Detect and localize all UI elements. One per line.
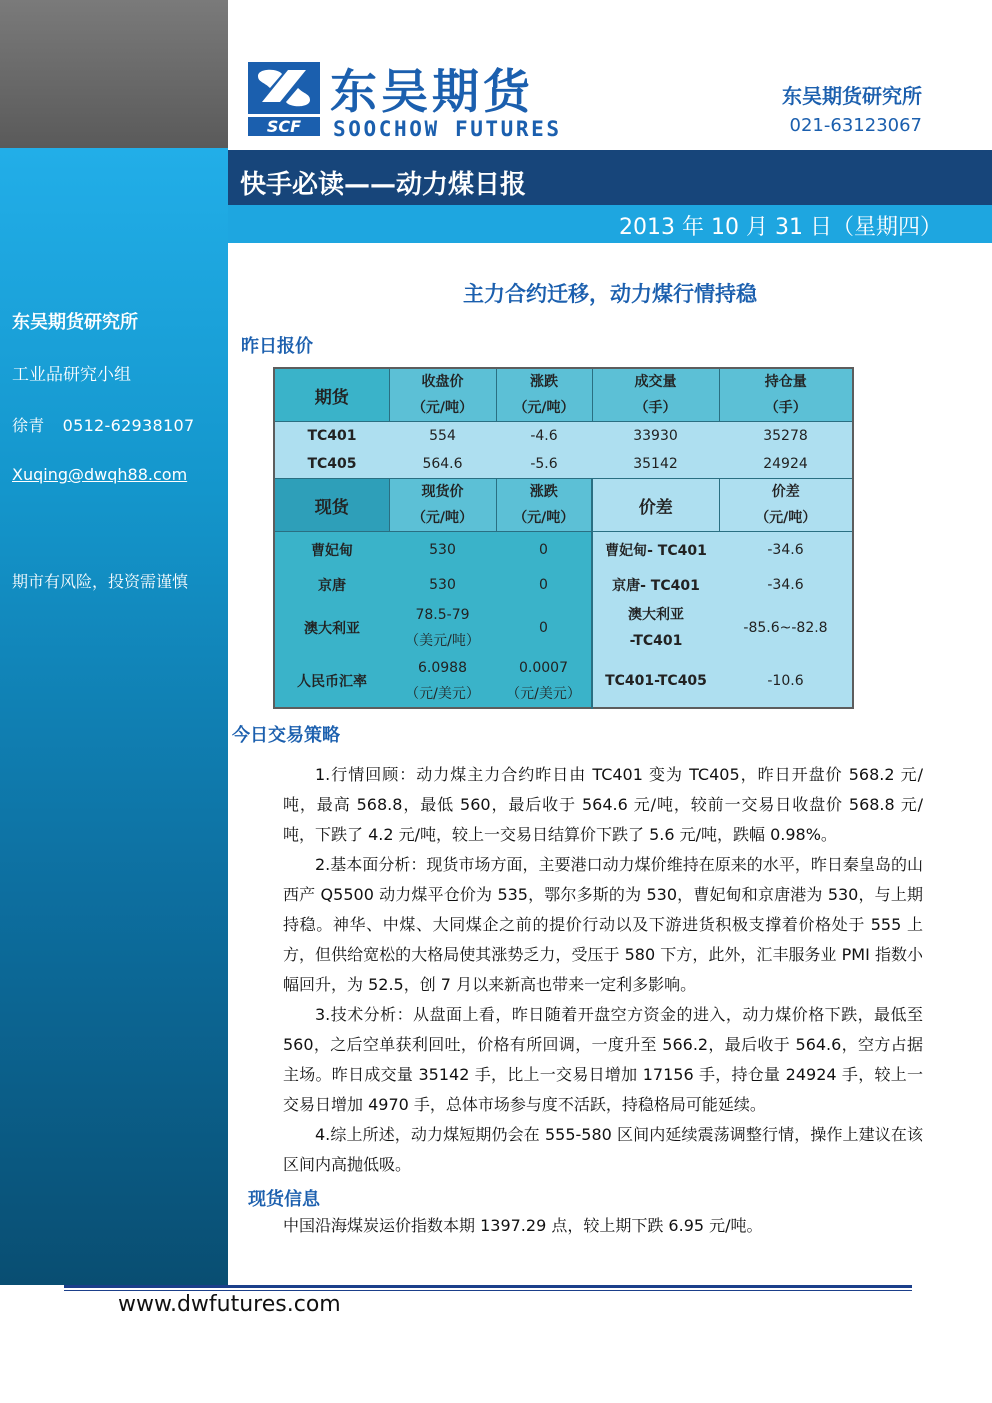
- spot-price: 6.0988 （元/美元）: [389, 655, 496, 708]
- spread-name: TC401-TC405: [592, 655, 719, 708]
- volume: 35142: [633, 456, 678, 473]
- spread-value: -10.6: [719, 655, 853, 708]
- open-interest: 24924: [763, 456, 808, 473]
- table-row: [274, 655, 853, 708]
- date-bar: [228, 205, 992, 243]
- spot-name: 人民币汇率: [274, 655, 389, 708]
- spot-header: 现货: [274, 479, 389, 532]
- strategy-paragraph: 4.综上所述，动力煤短期仍会在 555-580 区间内延续震荡调整行情，操作上建议在该区间内高抛低吸。: [283, 1125, 923, 1174]
- col-spot-change-header: 涨跌 （元/吨）: [496, 479, 592, 532]
- sidebar: [0, 148, 228, 1285]
- strategy-body: [283, 760, 923, 1180]
- section-spot-heading: 现货信息: [248, 1189, 320, 1210]
- section-quotes-heading: 昨日报价: [241, 336, 313, 357]
- spot-name: 曹妃甸: [274, 532, 389, 569]
- col-oi-header: 持仓量 （手）: [719, 368, 853, 422]
- spot-price: 530: [389, 569, 496, 601]
- price-change: -5.6: [530, 456, 558, 473]
- website-link[interactable]: www.dwfutures.com: [118, 1292, 341, 1317]
- footer-divider-thin: [64, 1290, 912, 1291]
- institute-phone: 021-63123067: [789, 115, 922, 136]
- col-spread-header: 价差 （元/吨）: [719, 479, 853, 532]
- table-row: [274, 422, 853, 451]
- spread-header: 价差: [592, 479, 719, 532]
- spot-change: 0: [496, 569, 592, 601]
- brand-name-en: SOOCHOW FUTURES: [333, 117, 562, 141]
- title-bar: [228, 150, 992, 205]
- spot-change: 0: [496, 532, 592, 569]
- spread-value: -85.6~-82.8: [719, 601, 853, 655]
- col-volume-header: 成交量 （手）: [592, 368, 719, 422]
- brand-name-cn: 东吴期货: [330, 65, 534, 120]
- table-row: [274, 451, 853, 479]
- futures-header-row: [274, 368, 853, 422]
- spot-name: 京唐: [274, 569, 389, 601]
- strategy-paragraph: 3.技术分析：从盘面上看，昨日随着开盘空方资金的进入，动力煤价格下跌，最低至 560，之后空单获利回吐，价格有所回调，一度升至 566.2，最后收于 564.6，空方占据主场。昨日成交量 35142 手，比上一交易日增加 17156 手，持仓量 24924 手，较上一交易日增加 4970 手，总体市场参与度不活跃，持稳格局可能延续。: [283, 1005, 923, 1114]
- footer-divider: [64, 1285, 912, 1288]
- col-close-header: 收盘价 （元/吨）: [389, 368, 496, 422]
- strategy-paragraph: 2.基本面分析：现货市场方面，主要港口动力煤价维持在原来的水平，昨日秦皇岛的山西产 Q5500 动力煤平仓价为 535，鄂尔多斯的为 530，曹妃甸和京唐港为 530，与上期持稳。神华、中煤、大同煤企之前的提价行动以及下游进货积极支撑着价格处于 555 上方，但供给宽松的大格局使其涨势乏力，受压于 580 下方，此外，汇丰服务业 PMI 指数小幅回升，为 52.5，创 7 月以来新高也带来一定利多影响。: [283, 855, 923, 994]
- open-interest: 35278: [763, 428, 808, 445]
- risk-warning: 期市有风险，投资需谨慎: [12, 572, 189, 591]
- contract-name: TC405: [307, 456, 357, 473]
- close-price: 564.6: [422, 456, 463, 473]
- spread-value: -34.6: [719, 532, 853, 569]
- spot-info-text: 中国沿海煤炭运价指数本期 1397.29 点，较上期下跌 6.95 元/吨。: [283, 1216, 763, 1235]
- spot-change: 0.0007 （元/美元）: [496, 655, 592, 708]
- spot-header-row: [274, 479, 853, 532]
- spot-change: 0: [496, 601, 592, 655]
- strategy-paragraph: 1.行情回顾：动力煤主力合约昨日由 TC401 变为 TC405，昨日开盘价 568.2 元/吨，最高 568.8，最低 560，最后收于 564.6 元/吨，较前一交易日收盘价 568.8 元/吨，下跌了 4.2 元/吨，较上一交易日结算价下跌了 5.6 元/吨，跌幅 0.98%。: [283, 765, 923, 844]
- price-change: -4.6: [530, 428, 558, 445]
- quote-table: [273, 367, 854, 709]
- spread-value: -34.6: [719, 569, 853, 601]
- spot-name: 澳大利亚: [274, 601, 389, 655]
- spread-name: 澳大利亚 -TC401: [592, 601, 719, 655]
- logo-letters: SCF: [266, 117, 302, 136]
- section-strategy-heading: 今日交易策略: [232, 725, 340, 746]
- spot-price: 78.5-79 （美元/吨）: [389, 601, 496, 655]
- col-change-header: 涨跌 （元/吨）: [496, 368, 592, 422]
- table-row: [274, 532, 853, 569]
- analyst-info: [12, 413, 194, 436]
- table-row: [274, 601, 853, 655]
- spread-name: 京唐- TC401: [592, 569, 719, 601]
- institute-name: 东吴期货研究所: [782, 84, 922, 108]
- sidebar-top-block: [0, 0, 228, 148]
- sidebar-group: 工业品研究小组: [12, 365, 131, 385]
- analyst-email-link[interactable]: Xuqing@dwqh88.com: [12, 465, 188, 484]
- analyst-phone: 0512-62938107: [62, 416, 195, 435]
- close-price: 554: [429, 428, 456, 445]
- table-row: [274, 569, 853, 601]
- spot-price: 530: [389, 532, 496, 569]
- report-date: 2013 年 10 月 31 日（星期四）: [619, 215, 942, 240]
- futures-header: 期货: [274, 368, 389, 422]
- scf-logo: [248, 62, 320, 136]
- analyst-name: 徐青: [12, 416, 45, 435]
- volume: 33930: [633, 428, 678, 445]
- col-spot-price-header: 现货价 （元/吨）: [389, 479, 496, 532]
- sidebar-org: 东吴期货研究所: [12, 312, 138, 333]
- spread-name: 曹妃甸- TC401: [592, 532, 719, 569]
- report-headline: 主力合约迁移，动力煤行情持稳: [463, 282, 757, 306]
- report-title: 快手必读——动力煤日报: [240, 170, 527, 200]
- contract-name: TC401: [307, 428, 357, 445]
